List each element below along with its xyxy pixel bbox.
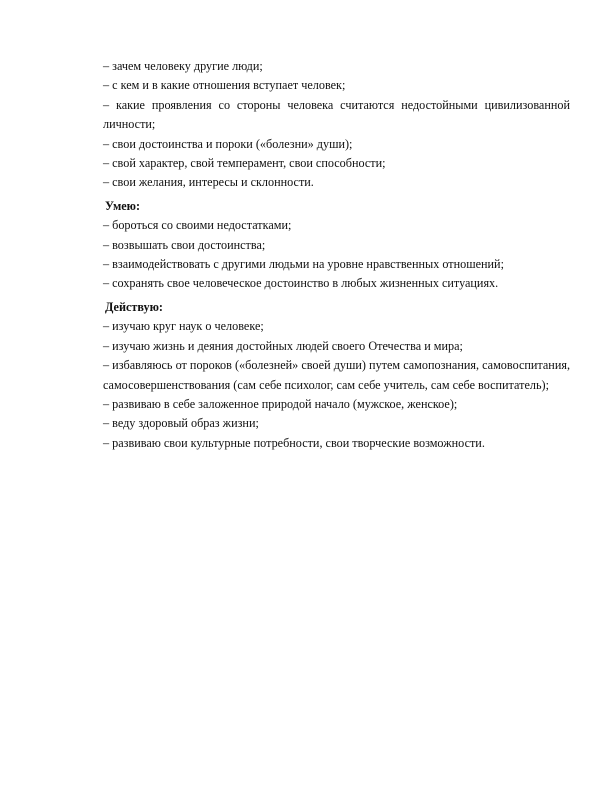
list-item: – свой характер, свой темперамент, свои способности; (103, 156, 386, 171)
list-item: – бороться со своими недостатками; (103, 218, 292, 233)
section-heading-do: Действую: (105, 299, 163, 314)
list-item: – развиваю свои культурные потребности, свои творческие возможности. (103, 435, 485, 450)
list-item: – возвышать свои достоинства; (103, 237, 266, 252)
document-page (103, 57, 570, 453)
list-item: – изучаю круг наук о человеке; (103, 319, 264, 334)
list-item: – с кем и в какие отношения вступает человек; (103, 78, 346, 93)
list-item: – зачем человеку другие люди; (103, 59, 263, 73)
list-item: – веду здоровый образ жизни; (103, 416, 259, 431)
can-list (103, 216, 570, 294)
list-item: – какие проявления со стороны человека считаются недостойными цивилизованной личности; (103, 97, 570, 132)
section-heading-can: Умею: (105, 198, 141, 213)
list-item: – свои желания, интересы и склонности. (103, 175, 314, 190)
list-item: – сохранять свое человеческое достоинство в любых жизненных ситуациях. (103, 276, 499, 291)
list-item: – избавляюсь от пороков («болезней» своей души) путем самопознания, самовоспитания, самосовершенствования (сам себе психолог, сам себе учитель, сам себе воспитатель); (103, 358, 570, 392)
know-list (103, 57, 570, 193)
list-item: – свои достоинства и пороки («болезни» души); (103, 136, 353, 151)
do-list (103, 317, 570, 453)
list-item: – развиваю в себе заложенное природой начало (мужское, женское); (103, 396, 458, 411)
list-item: – изучаю жизнь и деяния достойных людей своего Отечества и мира; (103, 338, 463, 353)
list-item: – взаимодействовать с другими людьми на уровне нравственных отношений; (103, 257, 504, 272)
